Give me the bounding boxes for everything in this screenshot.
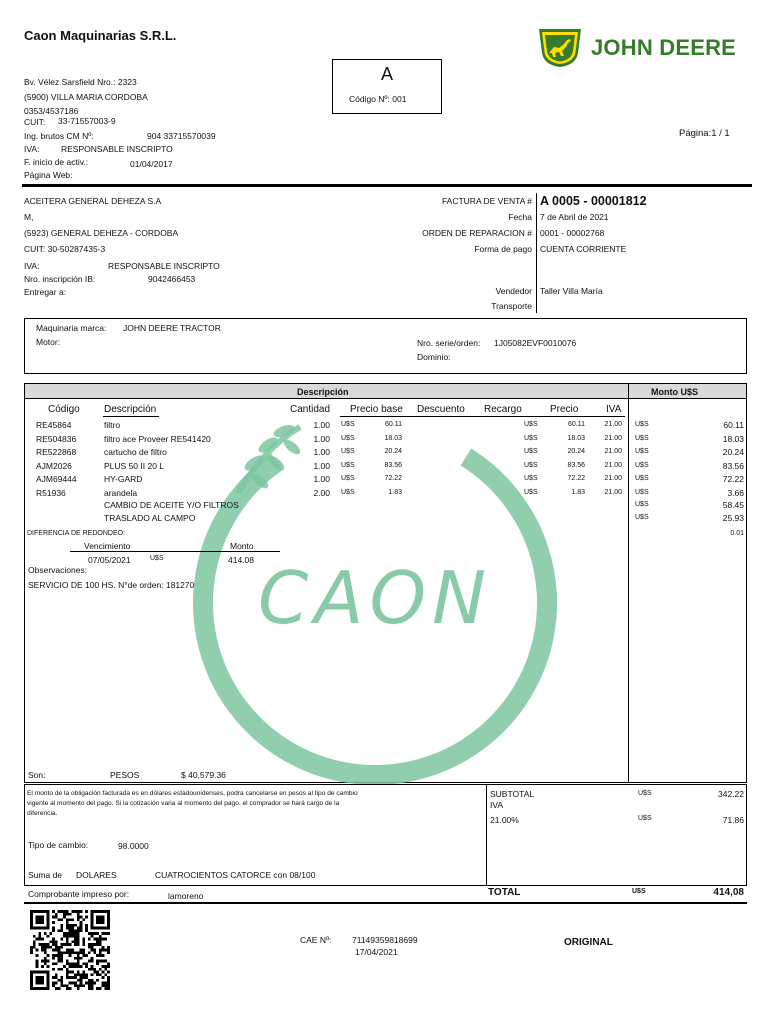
col-recargo: Recargo [484, 404, 522, 415]
vencimiento-label: Vencimiento [84, 541, 131, 551]
doc-letter: A [381, 64, 394, 84]
table-header-bar [25, 384, 746, 398]
son-label: Son: [28, 770, 46, 780]
item-code: R51936 [36, 487, 66, 498]
orden-value: 0001 - 00002768 [540, 228, 605, 238]
item-price: 18.03 [567, 434, 585, 442]
item-iva: 21.00 [604, 475, 622, 482]
item-price-currency: U$S [524, 488, 538, 496]
customer-ib-label: Nro. inscripción IB: [24, 274, 96, 284]
subtotal-label: SUBTOTAL [490, 789, 535, 799]
invoice-label-divider [536, 193, 537, 313]
son-amount: $ 40,579.36 [181, 770, 226, 780]
item-qty: 1.00 [313, 460, 330, 471]
service-currency: U$S [635, 514, 649, 521]
suma-text: CUATROCIENTOS CATORCE con 08/100 [155, 870, 316, 880]
item-price: 1.83 [571, 488, 585, 496]
item-base-currency: U$S [341, 434, 355, 442]
desc-header: Descripción [297, 387, 349, 397]
transporte-label: Transporte [491, 301, 532, 311]
item-amount: 20.24 [722, 447, 744, 457]
company-address1: Bv. Vélez Sarsfield Nro.: 2323 [24, 77, 137, 87]
monto-label: Monto [230, 541, 254, 551]
total-label: TOTAL [488, 887, 521, 898]
item-amount-currency: U$S [635, 448, 649, 455]
service-amount: 25.93 [722, 513, 744, 523]
tipo-cambio-value: 98.0000 [118, 841, 149, 851]
item-base-price: 18.03 [384, 434, 402, 442]
item-iva: 21.00 [604, 488, 622, 496]
pago-label: Forma de pago [474, 244, 532, 254]
total-currency: U$S [632, 888, 646, 895]
cae-date: 17/04/2021 [355, 947, 398, 957]
orden-label: ORDEN DE REPARACION # [422, 228, 532, 238]
total-row-bottom [24, 902, 747, 904]
vencimiento-currency: U$S [150, 555, 164, 562]
header-divider [22, 184, 752, 187]
service-row [0, 513, 768, 526]
company-cuit-label: CUIT: [24, 117, 46, 127]
company-name: Caon Maquinarias S.R.L. [24, 28, 177, 43]
total-value: 414,08 [713, 887, 744, 898]
item-base-currency: U$S [341, 448, 355, 455]
cae-number: 71149359818699 [352, 935, 418, 945]
company-iibb: 904 33715570039 [147, 131, 216, 141]
item-qty: 1.00 [313, 433, 330, 444]
monto-header: Monto U$S [651, 387, 698, 397]
customer-cuit: CUIT: 30-50287435-3 [24, 244, 106, 254]
subtotal-value: 342.22 [718, 789, 744, 799]
brand-wordmark: JOHN DEERE [591, 35, 737, 60]
table-row [0, 474, 768, 487]
item-iva: 21.00 [604, 421, 622, 428]
fecha-value: 7 de Abril de 2021 [540, 212, 609, 222]
fecha-label: Fecha [508, 212, 532, 222]
totals-divider [486, 784, 487, 886]
company-web-label: Página Web: [24, 170, 73, 180]
table-row [0, 447, 768, 460]
item-base-price: 72.22 [384, 475, 402, 482]
price-cols-underline [340, 416, 625, 417]
disclaimer-line1: El monto de la obligación facturada es en dólares estadounidenses, podra cancelarse en pesos al tipo de cambio [27, 790, 358, 797]
service-amount: 58.45 [722, 500, 744, 510]
customer-address: (5923) GENERAL DEHEZA - CORDOBA [24, 228, 179, 238]
page-number: Página:1 / 1 [679, 128, 730, 139]
company-cuit: 33-71557003-9 [58, 116, 116, 126]
john-deere-logo [536, 27, 752, 69]
col-descuento: Descuento [417, 404, 465, 415]
item-amount-currency: U$S [635, 461, 649, 469]
machine-marca: JOHN DEERE TRACTOR [123, 323, 221, 333]
vendedor-value: Taller Villa María [540, 286, 603, 296]
redondeo-value: 0.01 [730, 530, 744, 537]
col-codigo: Código [48, 404, 80, 415]
item-price: 60.11 [568, 421, 585, 428]
cae-label: CAE Nº: [300, 935, 332, 945]
col-precio-base: Precio base [350, 404, 403, 415]
machine-serie-label: Nro. serie/orden: [417, 338, 481, 348]
pago-value: CUENTA CORRIENTE [540, 244, 627, 254]
customer-iva-label: IVA: [24, 261, 40, 271]
customer-iva: RESPONSABLE INSCRIPTO [108, 261, 220, 271]
tipo-cambio-label: Tipo de cambio: [28, 840, 89, 850]
item-iva: 21.00 [604, 434, 622, 442]
suma-currency: DOLARES [76, 870, 117, 880]
doc-type-box [332, 59, 442, 114]
company-inicio: 01/04/2017 [130, 159, 173, 169]
item-price-currency: U$S [524, 421, 538, 428]
item-base-price: 20.24 [384, 448, 402, 455]
table-row [0, 461, 768, 474]
descripcion-underline [103, 416, 159, 417]
iva-amount: 71.86 [722, 815, 744, 825]
totals-left-border [24, 784, 25, 886]
item-description: cartucho de filtro [104, 447, 167, 457]
service-description: CAMBIO DE ACEITE Y/O FILTROS [104, 500, 239, 510]
item-amount-currency: U$S [635, 434, 649, 442]
stamp-text: CAON [257, 556, 493, 640]
customer-ib: 9042466453 [148, 274, 196, 284]
subtotal-currency: U$S [638, 790, 652, 797]
item-qty: 1.00 [313, 447, 330, 457]
item-description: arandela [104, 487, 138, 498]
item-amount: 72.22 [722, 474, 744, 484]
disclaimer-line3: diferencia. [27, 810, 58, 817]
item-iva: 21.00 [604, 461, 622, 469]
company-inicio-label: F. inicio de activ.: [24, 157, 89, 167]
machine-serie: 1J05082EVF0010076 [494, 338, 577, 348]
machine-marca-label: Maquinaria marca: [36, 323, 107, 333]
item-description: filtro [104, 420, 121, 430]
service-row [0, 500, 768, 513]
col-iva: IVA [606, 404, 622, 415]
item-base-currency: U$S [341, 475, 355, 482]
totals-right-border [746, 784, 747, 886]
impreso-label: Comprobante impreso por: [28, 889, 130, 899]
service-description: TRASLADO AL CAMPO [104, 513, 196, 523]
item-amount-currency: U$S [635, 488, 649, 496]
item-amount-currency: U$S [635, 421, 649, 428]
item-price-currency: U$S [524, 448, 538, 455]
item-qty: 1.00 [313, 420, 330, 430]
observaciones-label: Observaciones: [28, 565, 88, 575]
item-iva: 21.00 [604, 448, 622, 455]
redondeo-label: DIFERENCIA DE REDONDEO: [27, 530, 126, 537]
item-code: AJM69444 [36, 474, 77, 484]
impreso-value: lamoreno [168, 891, 204, 901]
item-code: AJM2026 [36, 460, 72, 471]
total-row-top [24, 885, 747, 886]
item-amount: 83.56 [722, 460, 744, 471]
item-amount: 18.03 [722, 433, 744, 444]
item-amount: 60.11 [723, 420, 744, 430]
customer-line2: M, [24, 212, 34, 222]
service-currency: U$S [635, 501, 649, 508]
vencimiento-underline [70, 551, 280, 552]
company-iibb-label: Ing. brutos CM Nº: [24, 131, 94, 141]
vendedor-label: Vendedor [495, 286, 532, 296]
factura-number: A 0005 - 00001812 [540, 194, 647, 208]
machine-dominio-label: Dominio: [417, 352, 451, 362]
iva-currency: U$S [638, 815, 652, 822]
item-price: 72.22 [567, 475, 585, 482]
iva-label: IVA [490, 800, 504, 810]
item-base-currency: U$S [341, 421, 355, 428]
totals-top-line [24, 784, 747, 785]
item-base-currency: U$S [341, 461, 355, 469]
item-base-price: 83.56 [384, 461, 402, 469]
item-base-price: 1.83 [388, 488, 402, 496]
qr-code [30, 910, 110, 990]
item-price-currency: U$S [524, 434, 538, 442]
item-description: HY-GARD [104, 474, 143, 484]
item-price: 20.24 [567, 448, 585, 455]
col-cantidad: Cantidad [290, 404, 331, 415]
item-price-currency: U$S [524, 475, 538, 482]
item-base-currency: U$S [341, 488, 355, 496]
suma-label: Suma de [28, 870, 63, 880]
machine-motor-label: Motor: [36, 337, 61, 347]
factura-label: FACTURA DE VENTA # [441, 196, 532, 206]
doc-code: Código Nº: 001 [349, 94, 407, 104]
company-iva-label: IVA: [24, 144, 40, 154]
item-base-price: 60.11 [385, 421, 402, 428]
item-amount: 3.66 [727, 487, 744, 498]
iva-rate: 21.00% [490, 815, 519, 825]
col-precio: Precio [550, 404, 579, 415]
table-row [0, 488, 768, 501]
company-address2: (5900) VILLA MARIA CORDOBA [24, 92, 148, 102]
customer-name: ACEITERA GENERAL DEHEZA S.A [24, 196, 162, 206]
item-code: RE522868 [36, 447, 77, 457]
item-qty: 2.00 [313, 487, 330, 498]
observaciones-text: SERVICIO DE 100 HS. N°de orden: 181270 [28, 580, 195, 590]
vencimiento-amount: 414.08 [228, 555, 254, 565]
item-description: PLUS 50 II 20 L [104, 460, 165, 471]
item-code: RE504836 [36, 433, 77, 444]
item-qty: 1.00 [313, 474, 330, 484]
table-row [0, 420, 768, 433]
item-description: filtro ace Proveer RE541420 [104, 433, 211, 444]
header-bar-line [24, 398, 747, 399]
item-amount-currency: U$S [635, 475, 649, 482]
company-iva: RESPONSABLE INSCRIPTO [61, 144, 173, 154]
company-phone: 0353/4537186 [24, 106, 79, 116]
son-currency: PESOS [110, 770, 140, 780]
vencimiento-date: 07/05/2021 [88, 555, 131, 565]
original-label: ORIGINAL [564, 937, 613, 948]
customer-entregar: Entregar a: [24, 287, 67, 297]
item-price: 83.56 [567, 461, 585, 469]
col-descripcion: Descripción [104, 404, 157, 415]
deer-icon [536, 27, 584, 69]
item-price-currency: U$S [524, 461, 538, 469]
item-code: RE45864 [36, 420, 72, 430]
table-row [0, 434, 768, 447]
disclaimer-line2: vigente al momento del pago. Si la cotización varia al momento del pago. el comprador se hará cargo de la [27, 800, 340, 807]
